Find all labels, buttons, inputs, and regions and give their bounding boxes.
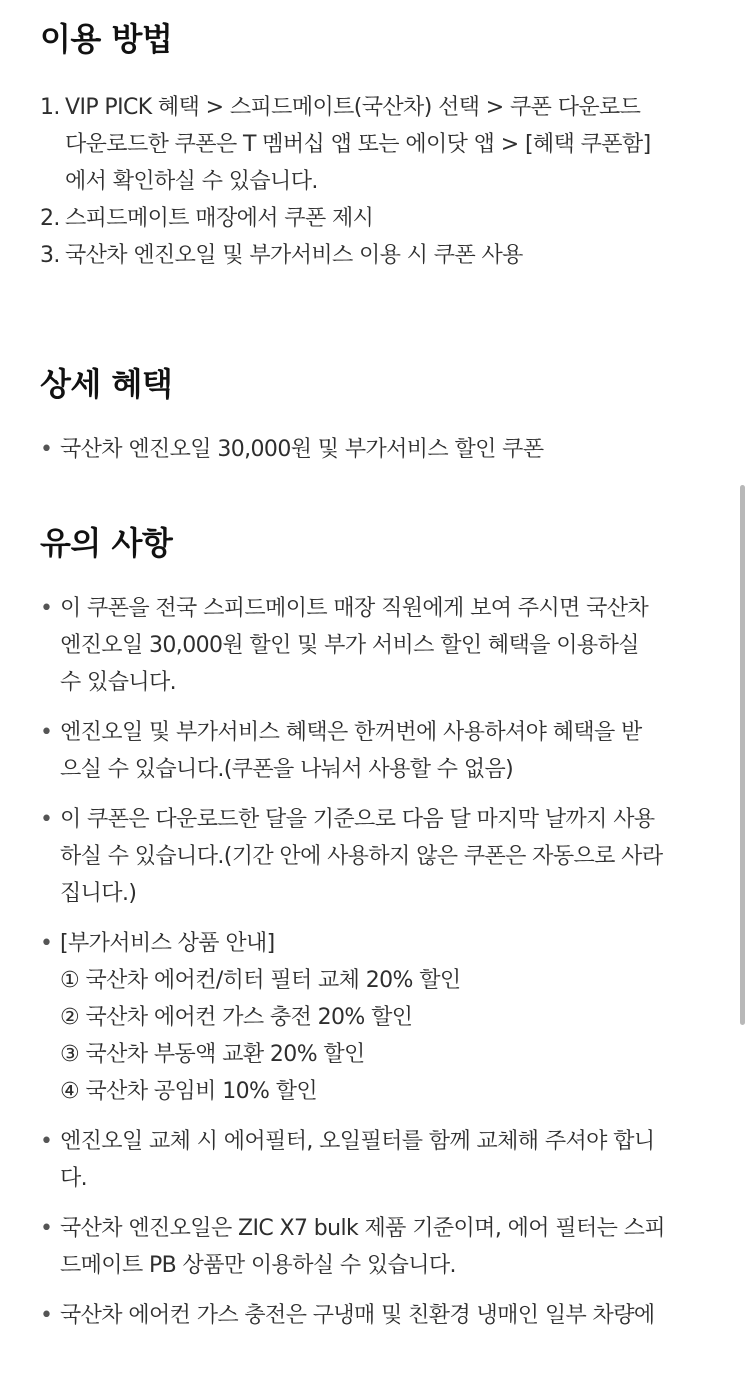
bullet-dot: •	[40, 807, 53, 832]
bullet-dot: •	[40, 1129, 53, 1154]
note-text-line: 엔진오일 교체 시 에어필터, 오일필터를 함께 교체해 주셔야 합니	[60, 1129, 655, 1154]
note-text-line: 국산차 엔진오일은 ZIC X7 bulk 제품 기준이며, 에어 필터는 스피	[60, 1216, 665, 1241]
step-text-line: 국산차 엔진오일 및 부가서비스 이용 시 쿠폰 사용	[65, 243, 523, 268]
note-text-line: 하실 수 있습니다.(기간 안에 사용하지 않은 쿠폰은 자동으로 사라	[60, 844, 663, 869]
scrollbar-thumb[interactable]	[740, 485, 745, 1025]
note-text-line: 수 있습니다.	[60, 670, 177, 695]
benefits-list	[40, 431, 715, 468]
note-text-line: 집니다.)	[60, 881, 137, 906]
step-text-line: 스피드메이트 매장에서 쿠폰 제시	[65, 206, 374, 231]
usage-title: 이용 방법	[40, 20, 173, 58]
step-text-line: 에서 확인하실 수 있습니다.	[65, 169, 318, 194]
service-guide-line: ① 국산차 에어컨/히터 필터 교체 20% 할인	[60, 968, 461, 993]
step-text-line: 다운로드한 쿠폰은 T 멤버십 앱 또는 에이닷 앱 > [혜택 쿠폰함]	[65, 132, 651, 157]
benefit-text-line: 국산차 엔진오일 30,000원 및 부가서비스 할인 쿠폰	[60, 437, 544, 462]
service-guide-heading: [부가서비스 상품 안내]	[60, 931, 275, 956]
note-item	[40, 1210, 715, 1284]
service-guide-line: ③ 국산차 부동액 교환 20% 할인	[60, 1042, 365, 1067]
step-text-line: VIP PICK 혜택 > 스피드메이트(국산차) 선택 > 쿠폰 다운로드	[65, 95, 641, 120]
benefits-title: 상세 혜택	[40, 365, 173, 403]
note-item	[40, 714, 715, 788]
bullet-dot: •	[40, 437, 53, 462]
step-number: 3.	[40, 243, 60, 268]
note-item	[40, 590, 715, 701]
step-number: 1.	[40, 95, 60, 120]
note-text-line: 엔진오일 및 부가서비스 혜택은 한꺼번에 사용하셔야 혜택을 받	[60, 720, 642, 745]
note-item	[40, 925, 715, 1110]
note-item	[40, 1123, 715, 1197]
step-number: 2.	[40, 206, 60, 231]
service-guide-line: ④ 국산차 공임비 10% 할인	[60, 1079, 318, 1104]
bullet-dot: •	[40, 931, 53, 956]
usage-step	[40, 200, 715, 237]
benefit-item	[40, 431, 715, 468]
note-item	[40, 801, 715, 912]
bullet-dot: •	[40, 1216, 53, 1241]
note-item	[40, 1297, 715, 1334]
note-text-line: 으실 수 있습니다.(쿠폰을 나눠서 사용할 수 없음)	[60, 757, 514, 782]
usage-step	[40, 237, 715, 274]
usage-steps	[40, 89, 715, 274]
note-text-line: 이 쿠폰을 전국 스피드메이트 매장 직원에게 보여 주시면 국산차	[60, 596, 649, 621]
note-text-line: 이 쿠폰은 다운로드한 달을 기준으로 다음 달 마지막 날까지 사용	[60, 807, 655, 832]
note-text-line: 다.	[60, 1166, 88, 1191]
bullet-dot: •	[40, 596, 53, 621]
notes-list	[40, 590, 715, 1334]
service-guide-line: ② 국산차 에어컨 가스 충전 20% 할인	[60, 1005, 413, 1030]
bullet-dot: •	[40, 720, 53, 745]
note-text-line: 드메이트 PB 상품만 이용하실 수 있습니다.	[60, 1253, 456, 1278]
note-text-line: 엔진오일 30,000원 할인 및 부가 서비스 할인 혜택을 이용하실	[60, 633, 639, 658]
usage-step	[40, 89, 715, 200]
note-text-line: 국산차 에어컨 가스 충전은 구냉매 및 친환경 냉매인 일부 차량에	[60, 1303, 655, 1328]
bullet-dot: •	[40, 1303, 53, 1328]
notes-title: 유의 사항	[40, 524, 173, 562]
